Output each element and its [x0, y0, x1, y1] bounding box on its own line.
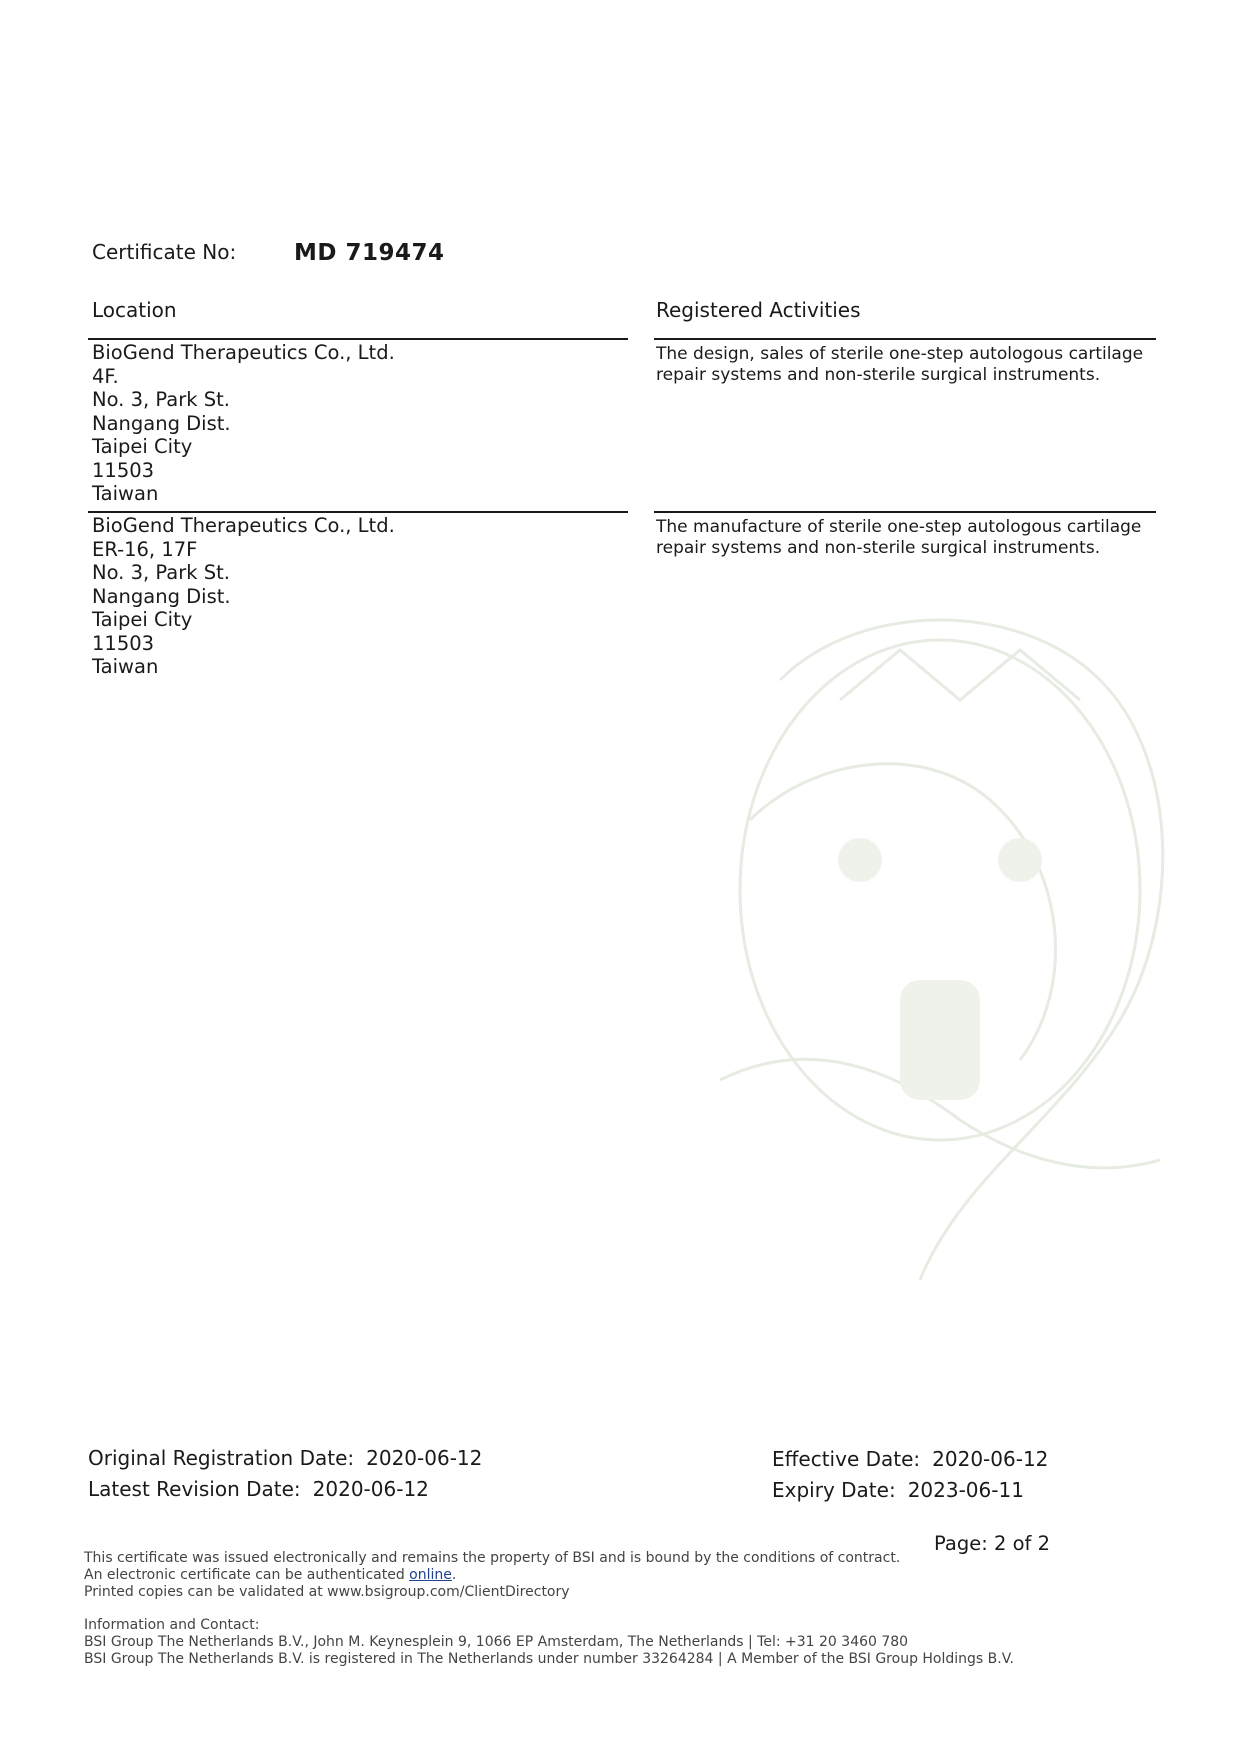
contact-title: Information and Contact:: [84, 1617, 260, 1633]
location-address: [92, 341, 395, 506]
contact-line: BSI Group The Netherlands B.V. is registered in The Netherlands under number 33264284 | A Member of the BSI Group Holdings B.V.: [84, 1651, 1014, 1667]
activity-line: repair systems and non-sterile surgical instruments.: [656, 365, 1101, 385]
original-registration-date: [88, 1446, 482, 1477]
address-line: 11503: [92, 631, 155, 655]
latest-revision-label: Latest Revision Date:: [88, 1477, 301, 1501]
certificate-notice: [84, 1550, 900, 1601]
address-line: Taiwan: [92, 655, 159, 678]
row-divider-right: [654, 338, 1156, 340]
expiry-value: 2023-06-11: [907, 1478, 1024, 1502]
authentication-suffix: .: [451, 1567, 457, 1583]
seal-watermark: [660, 560, 1220, 1340]
authentication-text: An electronic certificate can be authenticated: [84, 1567, 410, 1583]
expiry-label: Expiry Date:: [772, 1478, 896, 1502]
validity-dates: [772, 1447, 1048, 1509]
address-line: Nangang Dist.: [92, 584, 231, 608]
row-divider-right: [654, 511, 1156, 513]
effective-value: 2020-06-12: [932, 1447, 1049, 1471]
address-line: 4F.: [92, 364, 119, 388]
latest-revision-date: [88, 1477, 482, 1508]
registration-dates: [88, 1446, 482, 1508]
expiry-date: [772, 1478, 1048, 1509]
notice-line-authentication: [84, 1567, 900, 1584]
address-line: 11503: [92, 458, 155, 482]
activity-line: The manufacture of sterile one-step autologous cartilage: [656, 517, 1142, 537]
row-divider-left: [88, 338, 628, 340]
latest-revision-value: 2020-06-12: [312, 1477, 429, 1501]
activity-line: The design, sales of sterile one-step autologous cartilage: [656, 344, 1144, 364]
registered-activity: [656, 517, 1146, 559]
activities-column-header: Registered Activities: [656, 298, 861, 322]
address-line: Nangang Dist.: [92, 411, 231, 435]
address-line: BioGend Therapeutics Co., Ltd.: [92, 341, 395, 364]
address-line: ER-16, 17F: [92, 537, 198, 561]
page-number: Page: 2 of 2: [934, 1532, 1050, 1555]
original-registration-value: 2020-06-12: [366, 1446, 483, 1470]
location-address: [92, 514, 395, 679]
effective-date: [772, 1447, 1048, 1478]
online-link[interactable]: online: [409, 1567, 452, 1583]
certificate-number: MD 719474: [294, 240, 445, 266]
address-line: No. 3, Park St.: [92, 561, 230, 584]
address-line: No. 3, Park St.: [92, 388, 230, 411]
address-line: Taipei City: [92, 608, 193, 631]
contact-line: BSI Group The Netherlands B.V., John M. Keynesplein 9, 1066 EP Amsterdam, The Netherlands | Tel: +31 20 3460 780: [84, 1634, 909, 1650]
location-column-header: Location: [92, 298, 177, 322]
notice-line: Printed copies can be validated at www.bsigroup.com/ClientDirectory: [84, 1584, 570, 1600]
row-divider-left: [88, 511, 628, 513]
effective-label: Effective Date:: [772, 1447, 921, 1471]
contact-info: [84, 1617, 1014, 1668]
certificate-label: Certificate No:: [92, 240, 237, 264]
original-registration-label: Original Registration Date:: [88, 1446, 355, 1470]
address-line: Taiwan: [92, 482, 159, 505]
address-line: BioGend Therapeutics Co., Ltd.: [92, 514, 395, 537]
activity-line: repair systems and non-sterile surgical instruments.: [656, 538, 1101, 558]
notice-line: This certificate was issued electronically and remains the property of BSI and is bound by the conditions of contract.: [84, 1550, 901, 1566]
address-line: Taipei City: [92, 435, 193, 458]
registered-activity: [656, 344, 1146, 386]
